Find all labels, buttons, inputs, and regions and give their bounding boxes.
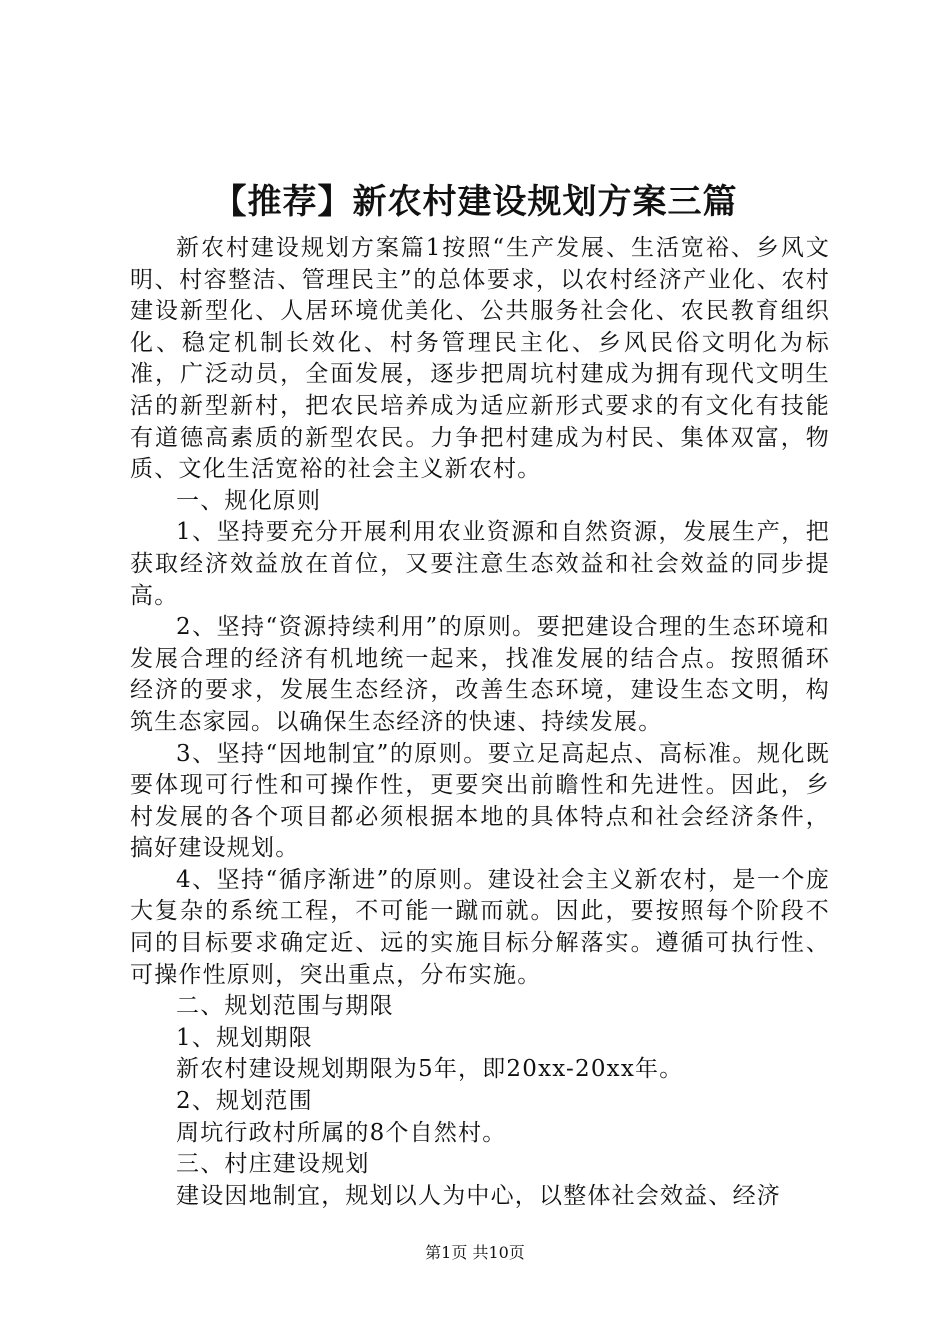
paragraph-period: 新农村建设规划期限为5年，即20xx-20xx年。: [176, 1056, 684, 1083]
paragraph-principle-3: 3、坚持“因地制宜”的原则。要立足高起点、高标准。规化既要体现可行性和可操作性，更要突出前瞻性和先进性。因此，乡村发展的各个项目都必须根据本地的具体特点和社会经济条件，搞好建设规划。: [130, 740, 830, 862]
paragraph-principle-1: 1、坚持要充分开展利用农业资源和自然资源，发展生产，把获取经济效益放在首位，又要注意生态效益和社会效益的同步提高。: [130, 519, 830, 609]
paragraph-principle-2: 2、坚持“资源持续利用”的原则。要把建设合理的生态环境和发展合理的经济有机地统一起来，找准发展的结合点。按照循环经济的要求，发展生态经济，改善生态环境，建设生态文明，构筑生态家园。以确保生态经济的快速、持续发展。: [130, 614, 830, 735]
subheading-period: 1、规划期限: [176, 1024, 313, 1051]
page-footer: 第1页 共10页: [425, 1243, 525, 1262]
section-heading-scope: 二、规划范围与期限: [176, 993, 394, 1020]
paragraph-intro: 新农村建设规划方案篇1按照“生产发展、生活宽裕、乡风文明、村容整洁、管理民主”的总体要求，以农村经济产业化、农村建设新型化、人居环境优美化、公共服务社会化、农民教育组织化、稳定机制长效化、村务管理民主化、乡风民俗文明化为标准，广泛动员，全面发展，逐步把周坑村建成为拥有现代文明生活的新型新村，把农民培养成为适应新形式要求的有文化有技能有道德高素质的新型农民。力争把村建成为村民、集体双富，物质、文化生活宽裕的社会主义新农村。: [130, 235, 830, 483]
document-body: [130, 233, 830, 1212]
subheading-range: 2、规划范围: [176, 1088, 313, 1115]
paragraph-village: 建设因地制宜，规划以人为中心，以整体社会效益、经济: [176, 1182, 781, 1209]
paragraph-principle-4: 4、坚持“循序渐进”的原则。建设社会主义新农村，是一个庞大复杂的系统工程，不可能一蹴而就。因此，要按照每个阶段不同的目标要求确定近、远的实施目标分解落实。遵循可执行性、可操作性原则，突出重点，分布实施。: [130, 866, 830, 988]
paragraph-range: 周坑行政村所属的8个自然村。: [176, 1119, 507, 1146]
section-heading-principles: 一、规化原则: [176, 487, 322, 514]
document-title: 【推荐】新农村建设规划方案三篇: [212, 182, 738, 222]
section-heading-village: 三、村庄建设规划: [176, 1151, 370, 1178]
